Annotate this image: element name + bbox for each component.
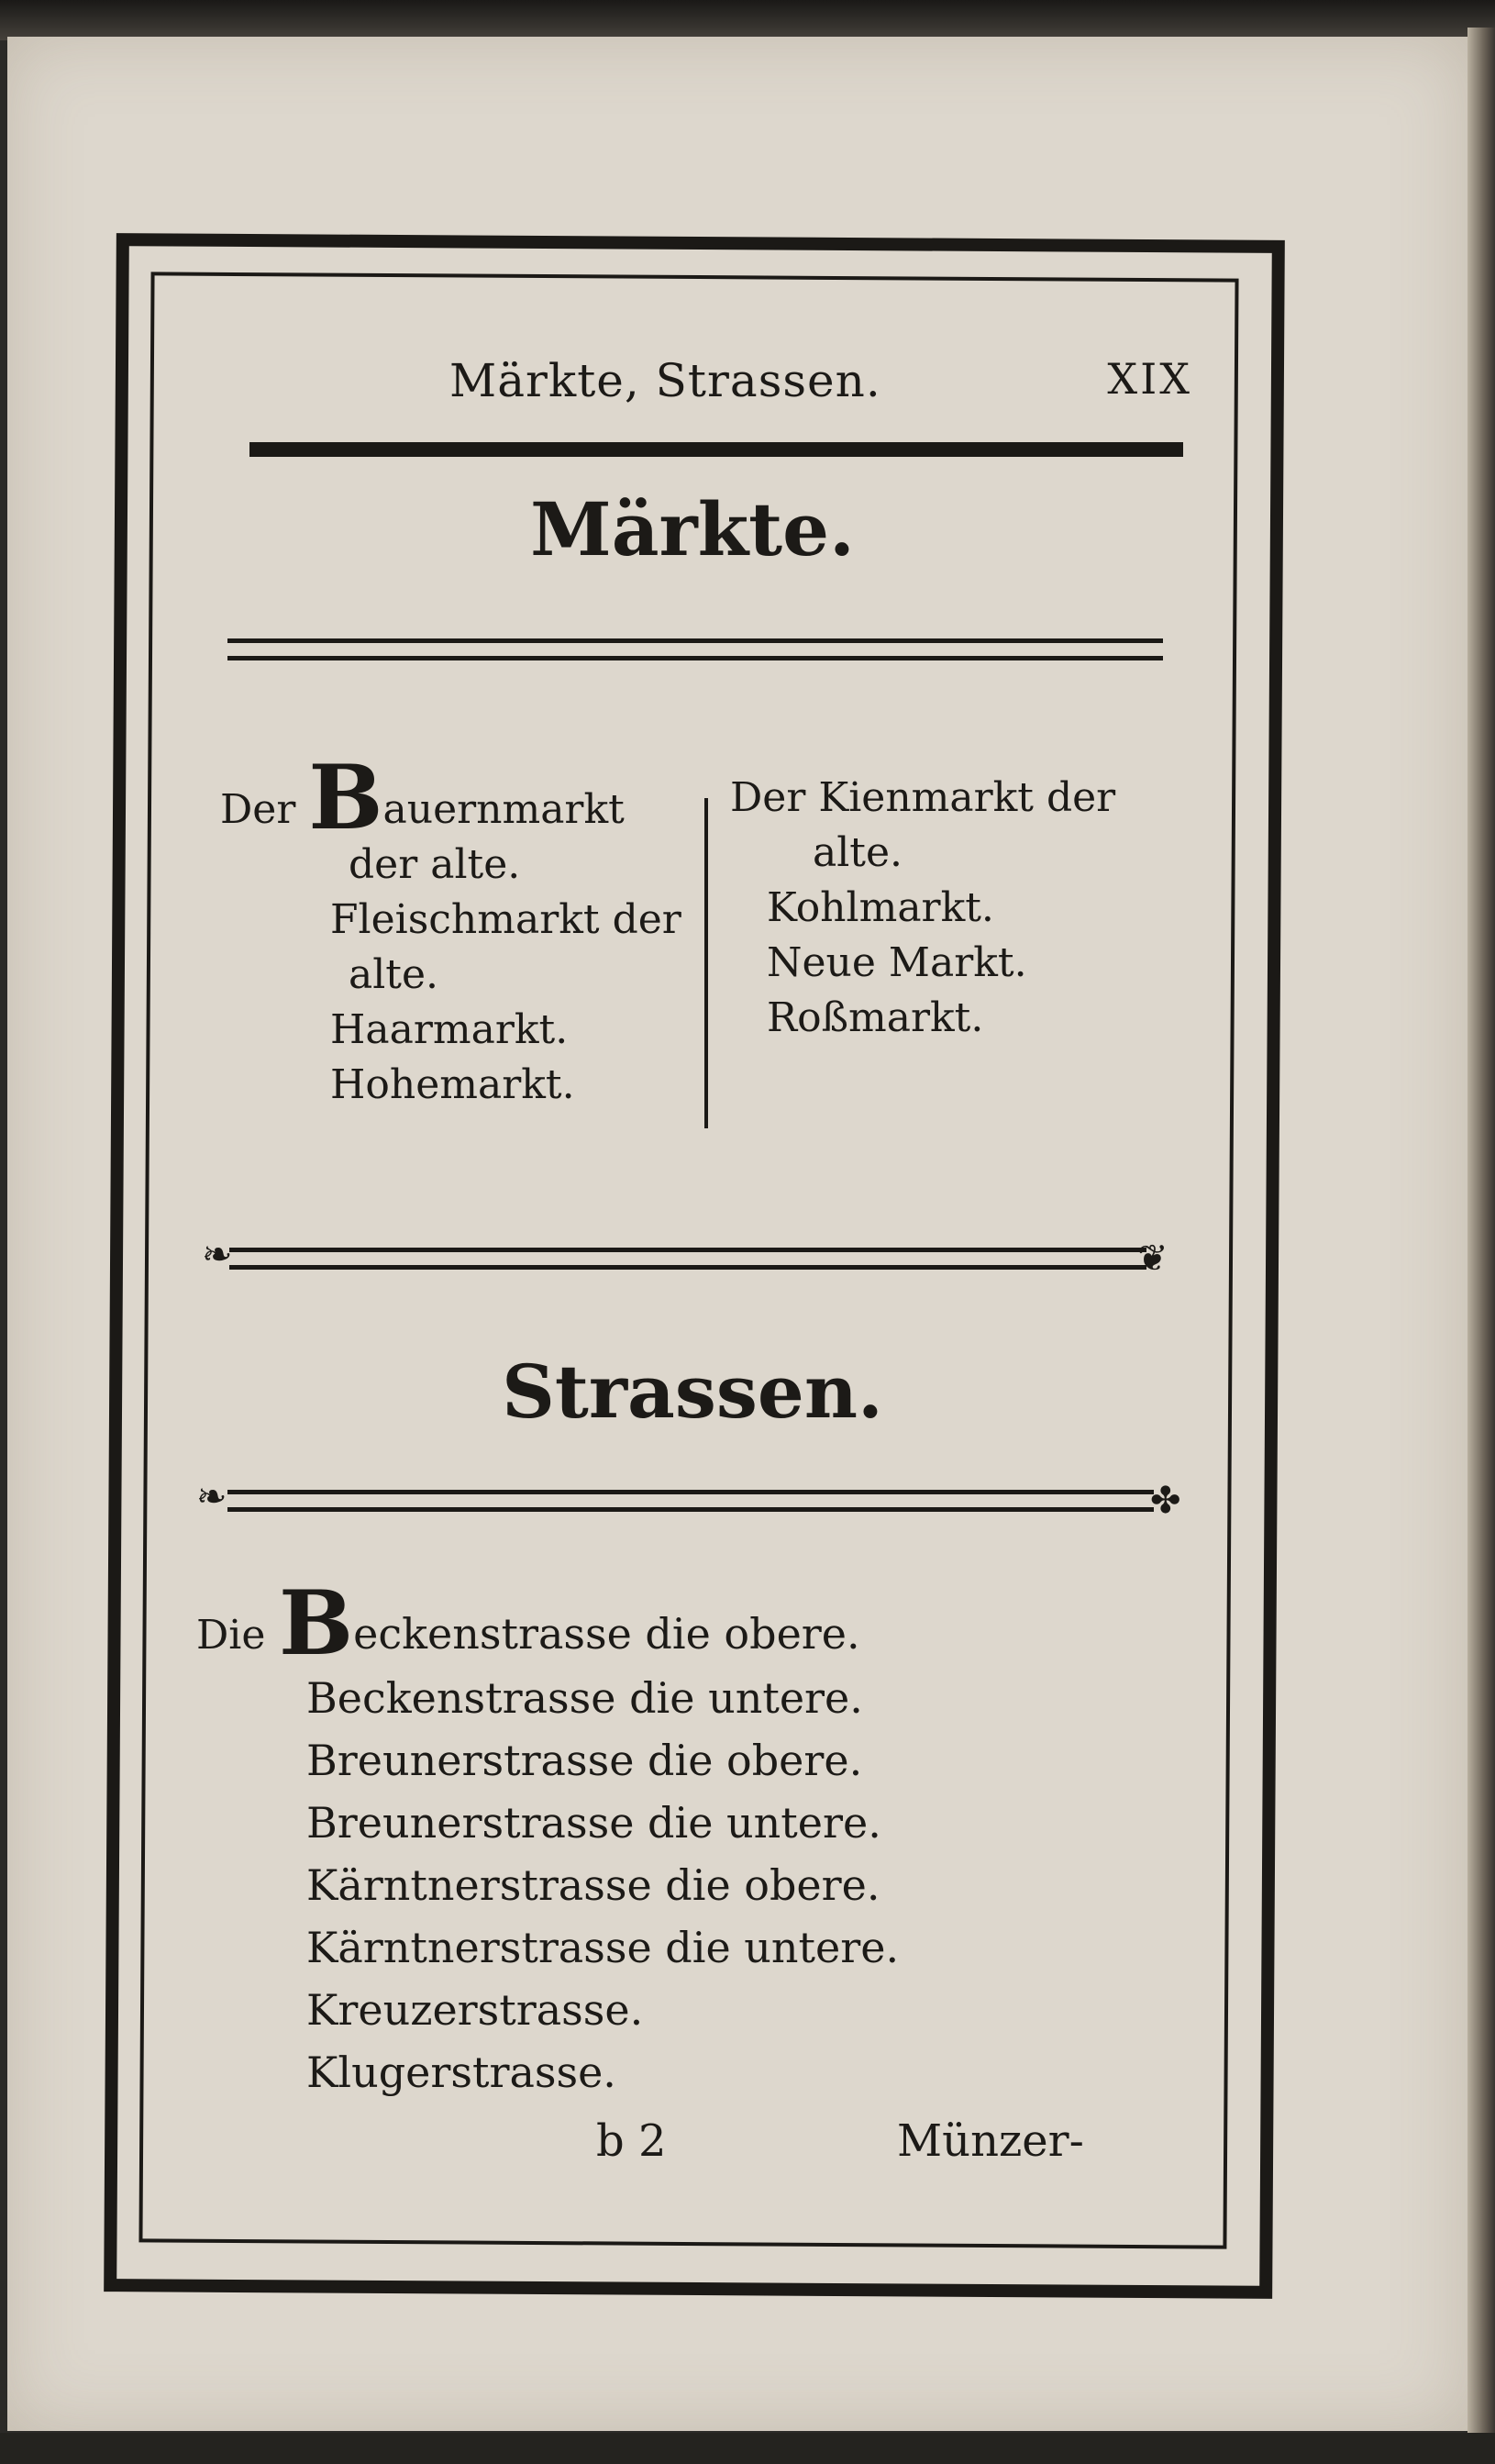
list-item: der alte. — [349, 841, 521, 888]
catchword: Münzer- — [897, 2115, 1084, 2167]
top-book-edge — [0, 0, 1495, 40]
list-item: Klugerstrasse. — [306, 2048, 616, 2097]
page-edge — [1467, 28, 1495, 2464]
list-item: alte. — [349, 951, 439, 998]
ornament-left-icon: ❧ — [196, 1476, 227, 1518]
section-divider — [227, 1490, 1154, 1512]
ornament-left-icon: ❧ — [202, 1234, 233, 1276]
page-number: XIX — [1107, 354, 1192, 404]
list-item: Fleischmarkt der — [330, 896, 681, 943]
bottom-book-edge — [0, 2433, 1495, 2464]
list-item: Haarmarkt. — [330, 1006, 569, 1053]
column-divider — [704, 798, 708, 1128]
list-item: Die Beckenstrasse die obere. — [196, 1571, 860, 1675]
list-item: alte. — [813, 829, 903, 876]
list-item: Hohemarkt. — [330, 1061, 575, 1108]
list-item: Kärntnerstrasse die untere. — [306, 1923, 900, 1972]
running-head: Märkte, Strassen. — [449, 354, 881, 407]
markte-right-column — [730, 771, 1207, 1046]
list-item: Breunerstrasse die untere. — [306, 1798, 881, 1848]
list-item: Kohlmarkt. — [767, 884, 994, 931]
ornament-right-icon: ❦ — [1137, 1238, 1168, 1280]
section-divider — [227, 638, 1163, 660]
ornamental-divider — [229, 1248, 1146, 1270]
list-item: Kreuzerstrasse. — [306, 1985, 644, 2035]
list-item: Kärntnerstrasse die obere. — [306, 1860, 880, 1910]
list-item: Neue Markt. — [767, 939, 1027, 986]
list-item: Der Kienmarkt der — [730, 774, 1116, 821]
section-title-strassen: Strassen. — [502, 1349, 883, 1435]
decorative-initial: B — [308, 746, 383, 849]
list-item: Roßmarkt. — [767, 994, 984, 1041]
markte-left-column — [220, 746, 715, 1113]
ornament-right-icon: ✤ — [1150, 1480, 1181, 1522]
header-rule — [249, 442, 1183, 457]
list-item: Breunerstrasse die obere. — [306, 1736, 863, 1785]
page-content — [183, 303, 1202, 2211]
list-item: Der Bauernmarkt — [220, 746, 625, 849]
section-title-markte: Märkte. — [530, 486, 855, 572]
signature-mark: b 2 — [596, 2115, 667, 2167]
list-item: Beckenstrasse die untere. — [306, 1673, 863, 1723]
decorative-initial: B — [279, 1571, 354, 1675]
strassen-list — [196, 1571, 1187, 2103]
